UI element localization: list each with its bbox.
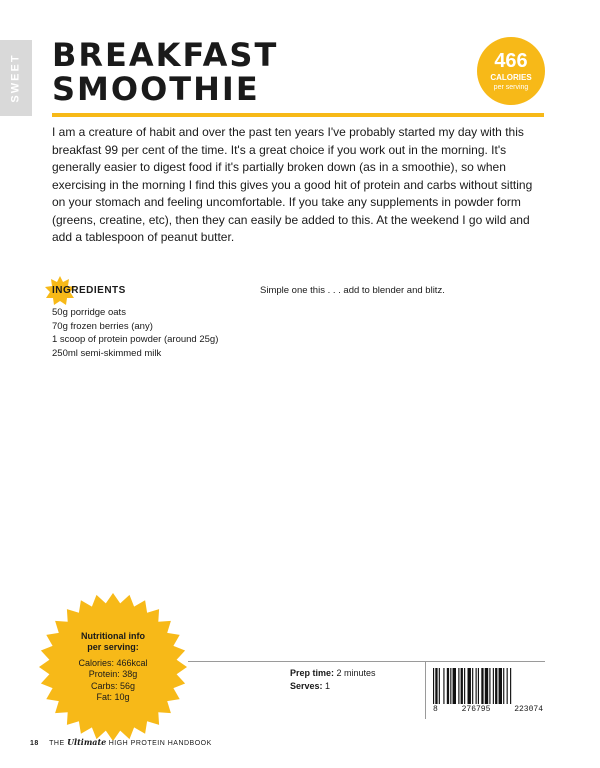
recipe-title [52,38,278,106]
ingredient-item: 50g porridge oats [52,307,126,318]
section-tab [0,40,32,116]
ingredients-list [52,306,218,360]
intro-paragraph: I am a creature of habit and over the past ten years I've probably started my day with this breakfast 99 per cent of the time. It's a great choice if you work out in the morning. It's generally easier to digest food if it's partially broken down (as in a smoothie), so when exercising in the morning I find this gives you a good hit of protein and carbs without sitting on your stomach and feeling uncomfortable. If you take any supplements in powder form (greens, creatine, etc), then they can easily be added to this. At the weekend I go wild and add a tablespoon of peanut butter. [52,125,533,244]
method-text: Simple one this . . . add to blender and blitz. [260,285,445,296]
calories-badge [477,37,545,105]
serves-label: Serves: [290,681,323,691]
nutrition-title-line-2: per serving: [87,641,139,652]
nutrition-carbs: Carbs: 56g [90,680,136,691]
barcode-digit-group: 8 [433,705,438,714]
footer-suffix: HIGH PROTEIN HANDBOOK [108,740,212,747]
recipe-title-line-1: BREAKFAST [52,36,279,74]
bottom-rule [188,661,545,662]
prep-time-value: 2 minutes [336,668,376,678]
footer-prefix: THE [49,740,65,747]
title-rule [52,113,544,117]
barcode-digit-group: 276795 [461,705,491,714]
serves-value: 1 [325,681,331,691]
ingredient-item: 1 scoop of protein powder (around 25g) [52,334,219,345]
barcode-digits [433,705,543,714]
ingredient-item: 250ml semi-skimmed milk [52,347,162,359]
recipe-title-line-2: SMOOTHIE [52,70,260,108]
nutrition-calories: Calories: 466kcal [78,657,148,668]
nutrition-fat: Fat: 10g [96,692,130,702]
calories-sub: per serving [493,83,529,91]
prep-info [290,667,376,693]
calories-label: CALORIES [490,72,532,82]
ingredient-item: 70g frozen berries (any) [52,320,153,332]
nutrition-title-line-1: Nutritional info [81,630,145,641]
barcode-icon [433,668,543,704]
nutrition-protein: Protein: 38g [88,669,138,679]
barcode-digit-group: 223074 [514,705,543,714]
calories-value: 466 [494,49,528,72]
page-number: 18 [30,740,39,747]
barcode-divider [425,661,426,719]
prep-time-label: Prep time: [290,668,335,678]
footer-ultimate: Ultimate [67,737,107,747]
page-footer [30,737,212,747]
nutrition-info [38,592,188,742]
section-tab-label: SWEET [10,53,22,103]
ingredients-heading: INGREDIENTS [52,285,126,296]
